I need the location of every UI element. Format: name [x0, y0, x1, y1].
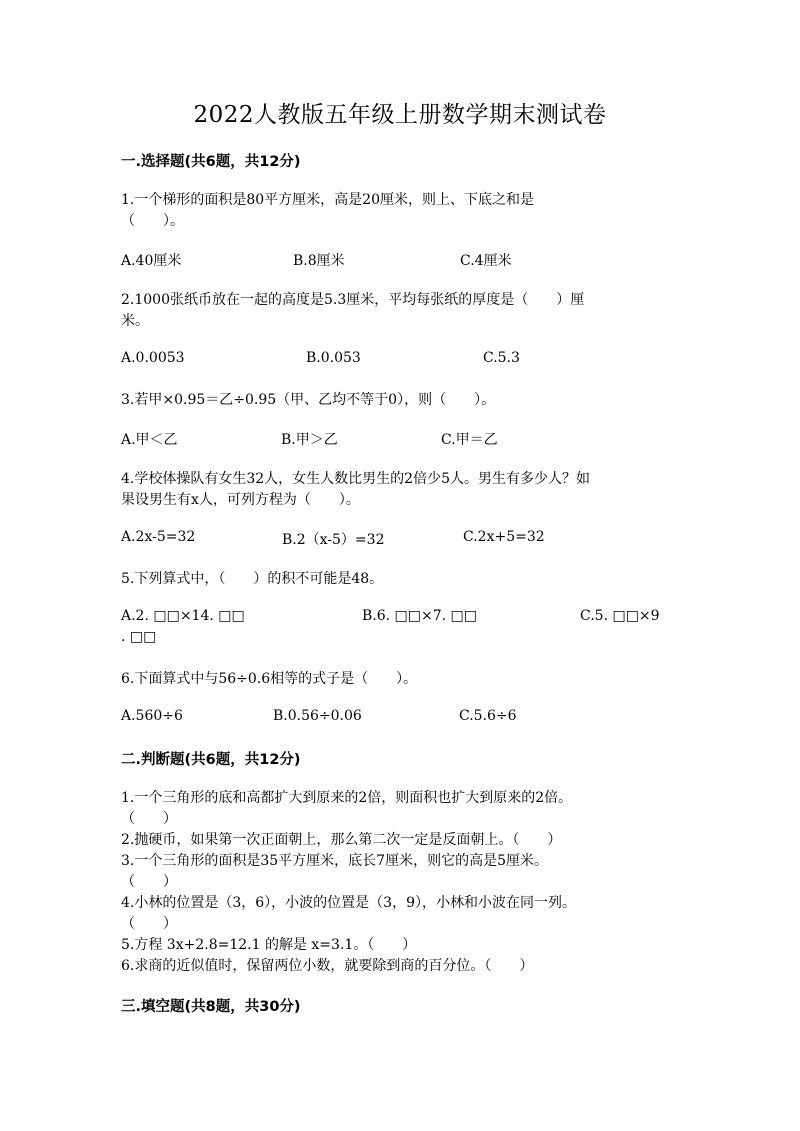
question-3-option-c: C.甲＝乙 — [441, 432, 498, 448]
question-4-text: 4.学校体操队有女生32人，女生人数比男生的2倍少5人。男生有多少人？如 — [121, 471, 590, 487]
judge-4-text: 4.小林的位置是（3，6），小波的位置是（3，9），小林和小波在同一列。 — [121, 895, 576, 911]
page-title: 2022人教版五年级上册数学期末测试卷 — [193, 102, 607, 128]
judge-5-text: 5.方程 3x+2.8=12.1 的解是 x=3.1。（ ） — [121, 937, 417, 953]
question-2-option-b: B.0.053 — [306, 350, 361, 366]
question-4-option-c: C.2x+5=32 — [463, 529, 545, 545]
judge-4-answer-blank: （ ） — [121, 916, 177, 932]
question-5-option-b: B.6. □□×7. □□ — [362, 608, 477, 624]
question-2-text-cont: 米。 — [121, 313, 149, 329]
judge-3-text: 3.一个三角形的面积是35平方厘米，底长7厘米，则它的高是5厘米。 — [121, 853, 548, 869]
section-heading-judge: 二.判断题(共6题，共12分) — [121, 752, 301, 768]
question-6-option-c: C.5.6÷6 — [459, 708, 517, 724]
judge-1-answer-blank: （ ） — [121, 811, 177, 827]
question-4-text-cont: 果设男生有x人，可列方程为（ ）。 — [121, 492, 360, 508]
judge-1-text: 1.一个三角形的底和高都扩大到原来的2倍，则面积也扩大到原来的2倍。 — [121, 790, 573, 806]
question-2-text: 2.1000张纸币放在一起的高度是5.3厘米，平均每张纸的厚度是（ ）厘 — [121, 292, 585, 308]
question-4-option-a: A.2x-5=32 — [121, 529, 196, 545]
question-3-text: 3.若甲×0.95＝乙÷0.95（甲、乙均不等于0），则（ ）。 — [121, 392, 496, 408]
question-5-text: 5.下列算式中，（ ）的积不可能是48。 — [121, 571, 384, 587]
question-6-option-b: B.0.56÷0.06 — [273, 708, 362, 724]
question-2-option-c: C.5.3 — [483, 350, 520, 366]
judge-3-answer-blank: （ ） — [121, 874, 177, 890]
question-6-text: 6.下面算式中与56÷0.6相等的式子是（ ）。 — [121, 671, 418, 687]
question-1-text-cont: （ ）。 — [121, 213, 184, 229]
question-5-option-a: A.2. □□×14. □□ — [121, 608, 245, 624]
question-5-option-c-cont: . □□ — [121, 629, 157, 645]
judge-6-text: 6.求商的近似值时，保留两位小数，就要除到商的百分位。（ ） — [121, 958, 534, 974]
question-6-option-a: A.560÷6 — [121, 708, 183, 724]
question-1-option-c: C.4厘米 — [460, 253, 512, 269]
question-1-option-b: B.8厘米 — [293, 253, 345, 269]
question-4-option-b: B.2（x-5）=32 — [282, 532, 385, 548]
question-3-option-a: A.甲＜乙 — [121, 432, 178, 448]
question-1-option-a: A.40厘米 — [121, 253, 182, 269]
section-heading-choice: 一.选择题(共6题，共12分) — [121, 154, 301, 170]
judge-2-text: 2.抛硬币，如果第一次正面朝上，那么第二次一定是反面朝上。（ ） — [121, 832, 562, 848]
question-2-option-a: A.0.0053 — [121, 350, 185, 366]
section-heading-fill: 三.填空题(共8题，共30分) — [121, 999, 301, 1015]
question-3-option-b: B.甲＞乙 — [281, 432, 338, 448]
question-1-text: 1.一个梯形的面积是80平方厘米，高是20厘米，则上、下底之和是 — [121, 192, 534, 208]
question-5-option-c: C.5. □□×9 — [580, 608, 660, 624]
